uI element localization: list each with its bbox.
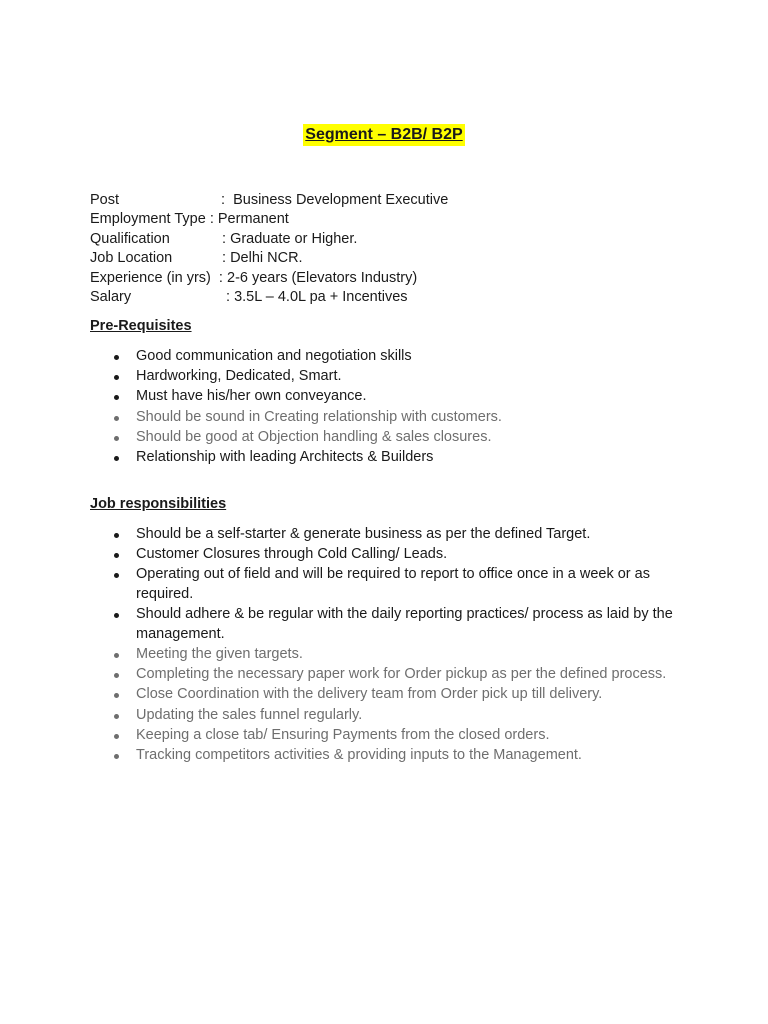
- bullet-icon: [114, 573, 119, 578]
- bullet-icon: [114, 693, 119, 698]
- bullet-icon: [114, 375, 119, 380]
- info-row-post: [90, 191, 448, 210]
- list-item-text: Should be good at Objection handling & sales closures.: [136, 428, 492, 445]
- info-label: Salary: [90, 289, 132, 306]
- list-item-text: Should be a self-starter & generate business as per the defined Target.: [136, 526, 591, 542]
- list-item: [112, 448, 682, 468]
- list-item: [112, 387, 682, 407]
- list-item: [112, 367, 682, 387]
- responsibilities-heading: Job responsibilities: [90, 496, 227, 512]
- list-item-text: Good communication and negotiation skills: [136, 348, 412, 364]
- bullet-icon: [114, 714, 119, 719]
- list-item: [112, 746, 682, 766]
- info-separator: :: [222, 250, 231, 267]
- info-row-job-location: [90, 249, 448, 268]
- info-value: 3.5L – 4.0L pa + Incentives: [234, 289, 408, 306]
- list-item: [112, 726, 682, 746]
- list-item: [112, 665, 682, 685]
- info-separator: :: [205, 211, 218, 228]
- responsibilities-list: [112, 525, 682, 766]
- title-container: [0, 124, 768, 146]
- info-separator: :: [226, 289, 235, 306]
- info-row-employment-type: [90, 210, 448, 229]
- info-value: Delhi NCR.: [230, 250, 303, 267]
- list-item-text: Keeping a close tab/ Ensuring Payments from the closed orders.: [136, 726, 550, 743]
- info-separator: :: [221, 192, 234, 208]
- bullet-icon: [114, 553, 119, 558]
- info-value: Permanent: [217, 211, 289, 228]
- list-item-text: Updating the sales funnel regularly.: [136, 706, 363, 723]
- info-label: Job Location: [90, 250, 173, 267]
- prerequisites-heading: Pre-Requisites: [90, 318, 192, 334]
- list-item-text: Hardworking, Dedicated, Smart.: [136, 368, 342, 385]
- bullet-icon: [114, 613, 119, 618]
- list-item: [112, 645, 682, 665]
- info-separator: :: [210, 269, 227, 286]
- page-title: Segment – B2B/ B2P: [303, 124, 464, 146]
- bullet-icon: [114, 734, 119, 739]
- info-value: Business Development Executive: [233, 192, 449, 208]
- list-item: [112, 605, 682, 644]
- list-item: [112, 408, 682, 428]
- list-item: [112, 565, 682, 604]
- list-item: [112, 545, 682, 565]
- list-item: [112, 525, 682, 545]
- info-label: Qualification: [90, 230, 170, 247]
- bullet-icon: [114, 754, 119, 759]
- bullet-icon: [114, 416, 119, 421]
- list-item-text: Completing the necessary paper work for Order pickup as per the defined process.: [136, 666, 667, 683]
- list-item-text: Meeting the given targets.: [136, 645, 303, 662]
- bullet-icon: [114, 456, 119, 461]
- list-item-text: Customer Closures through Cold Calling/ Leads.: [136, 546, 448, 563]
- list-item: [112, 685, 682, 705]
- list-item-text: Operating out of field and will be required to report to office once in a week or as required.: [136, 566, 650, 602]
- bullet-icon: [114, 436, 119, 441]
- info-value: 2-6 years (Elevators Industry): [227, 269, 418, 286]
- list-item-text: Close Coordination with the delivery team from Order pick up till delivery.: [136, 686, 603, 703]
- bullet-icon: [114, 395, 119, 400]
- info-label: Post: [90, 192, 120, 208]
- list-item: [112, 428, 682, 448]
- job-info-block: [90, 191, 448, 307]
- list-item-text: Relationship with leading Architects & Builders: [136, 448, 434, 465]
- info-row-experience: [90, 269, 448, 288]
- list-item-text: Tracking competitors activities & providing inputs to the Management.: [136, 746, 582, 763]
- list-item-text: Should adhere & be regular with the daily reporting practices/ process as laid by the management.: [136, 606, 673, 642]
- bullet-icon: [114, 355, 119, 360]
- list-item-text: Must have his/her own conveyance.: [136, 388, 367, 405]
- list-item: [112, 347, 682, 367]
- info-value: Graduate or Higher.: [230, 230, 358, 247]
- info-label: Experience (in yrs): [90, 269, 211, 286]
- bullet-icon: [114, 653, 119, 658]
- bullet-icon: [114, 533, 119, 538]
- info-row-qualification: [90, 230, 448, 249]
- info-separator: :: [222, 230, 231, 247]
- list-item-text: Should be sound in Creating relationship with customers.: [136, 408, 502, 425]
- list-item: [112, 706, 682, 726]
- info-row-salary: [90, 288, 448, 307]
- info-label: Employment Type: [90, 211, 206, 228]
- bullet-icon: [114, 673, 119, 678]
- prerequisites-list: [112, 347, 682, 468]
